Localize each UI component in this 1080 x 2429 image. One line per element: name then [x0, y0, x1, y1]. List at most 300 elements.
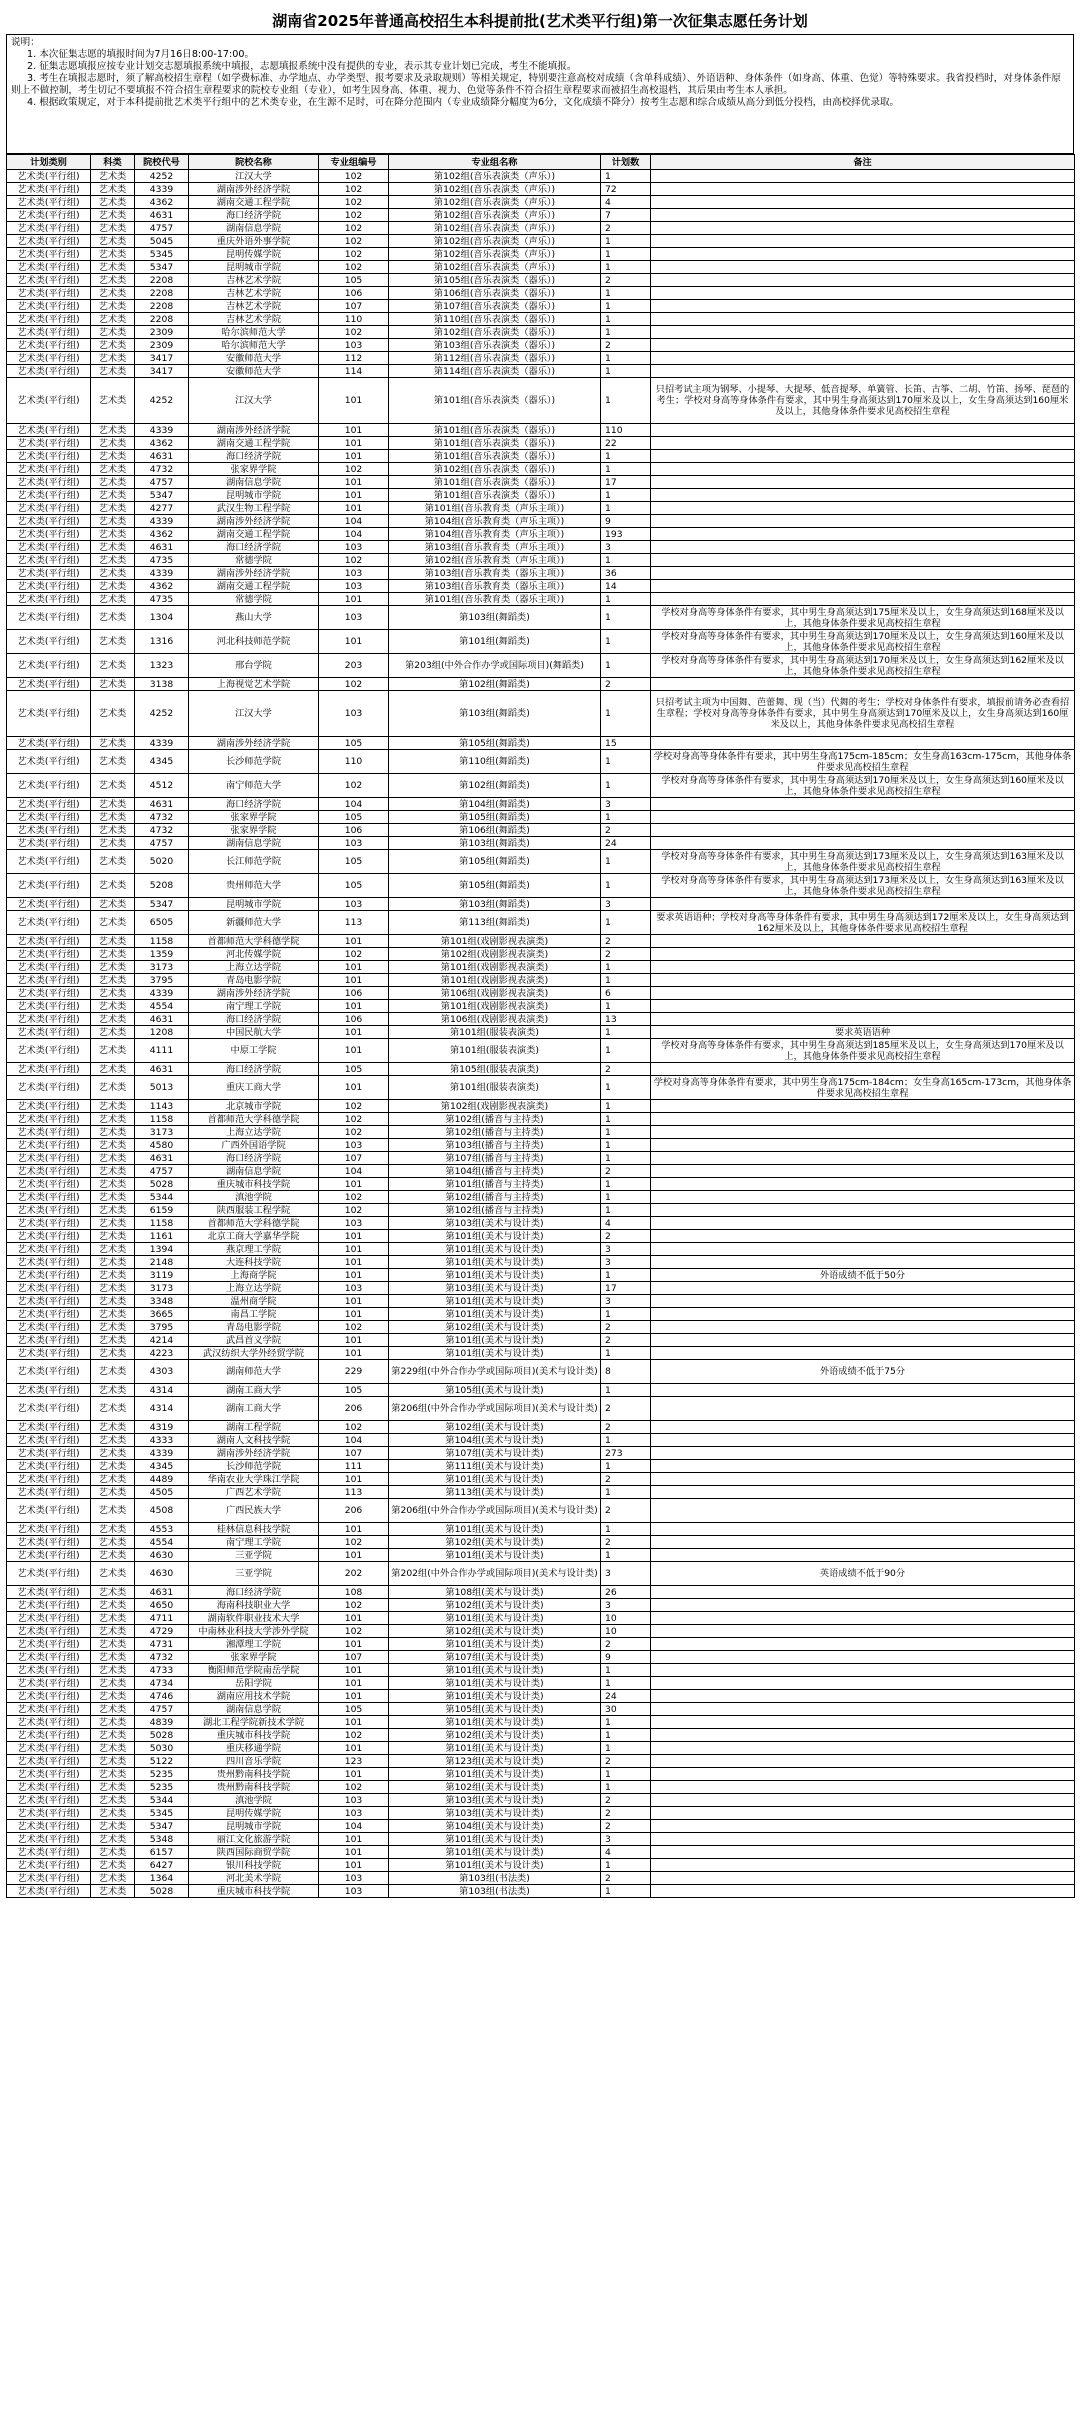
- group-name-cell: 第101组(美术与设计类): [389, 1523, 601, 1536]
- plan-type-cell: 艺术类(平行组): [7, 750, 91, 774]
- school-code-cell: 5013: [135, 1076, 189, 1100]
- remarks-cell: [651, 1703, 1075, 1716]
- table-row: [7, 1360, 1075, 1384]
- school-code-cell: 4650: [135, 1599, 189, 1612]
- plan-count-cell: 193: [601, 528, 651, 541]
- subject-cell: 艺术类: [91, 654, 135, 678]
- school-name-cell: 华南农业大学珠江学院: [189, 1473, 319, 1486]
- note-item: 1. 本次征集志愿的填报时间为7月16日8:00-17:00。: [27, 49, 255, 60]
- plan-type-cell: 艺术类(平行组): [7, 1486, 91, 1499]
- plan-count-cell: 3: [601, 541, 651, 554]
- group-name-cell: 第101组(美术与设计类): [389, 1473, 601, 1486]
- table-row: [7, 1755, 1075, 1768]
- group-name-cell: 第111组(美术与设计类): [389, 1460, 601, 1473]
- school-code-cell: 2148: [135, 1256, 189, 1269]
- school-code-cell: 4580: [135, 1139, 189, 1152]
- group-name-cell: 第101组(音乐教育类（器乐主项）): [389, 593, 601, 606]
- school-code-cell: 5028: [135, 1178, 189, 1191]
- plan-type-cell: 艺术类(平行组): [7, 1523, 91, 1536]
- school-name-cell: 邢台学院: [189, 654, 319, 678]
- group-name-cell: 第105组(美术与设计类): [389, 1384, 601, 1397]
- table-row: [7, 1586, 1075, 1599]
- table-row: [7, 1434, 1075, 1447]
- table-row: [7, 365, 1075, 378]
- plan-count-cell: 2: [601, 274, 651, 287]
- school-name-cell: 长沙师范学院: [189, 1460, 319, 1473]
- plan-count-cell: 2: [601, 1807, 651, 1820]
- plan-count-cell: 1: [601, 606, 651, 630]
- group-no-cell: 101: [319, 1334, 389, 1347]
- group-no-cell: 106: [319, 824, 389, 837]
- plan-type-cell: 艺术类(平行组): [7, 837, 91, 850]
- plan-count-cell: 10: [601, 1612, 651, 1625]
- table-row: [7, 1308, 1075, 1321]
- plan-type-cell: 艺术类(平行组): [7, 1308, 91, 1321]
- subject-cell: 艺术类: [91, 750, 135, 774]
- subject-cell: 艺术类: [91, 898, 135, 911]
- school-name-cell: 湖南信息学院: [189, 837, 319, 850]
- plan-count-cell: 24: [601, 837, 651, 850]
- subject-cell: 艺术类: [91, 678, 135, 691]
- remarks-cell: [651, 1549, 1075, 1562]
- school-code-cell: 1323: [135, 654, 189, 678]
- group-name-cell: 第105组(美术与设计类): [389, 1703, 601, 1716]
- table-row: [7, 1165, 1075, 1178]
- group-name-cell: 第102组(美术与设计类): [389, 1599, 601, 1612]
- subject-cell: 艺术类: [91, 1013, 135, 1026]
- school-code-cell: 4339: [135, 567, 189, 580]
- school-name-cell: 青岛电影学院: [189, 1321, 319, 1334]
- plan-count-cell: 1: [601, 1664, 651, 1677]
- remarks-cell: [651, 1820, 1075, 1833]
- subject-cell: 艺术类: [91, 1334, 135, 1347]
- remarks-cell: [651, 300, 1075, 313]
- table-row: [7, 248, 1075, 261]
- plan-type-cell: 艺术类(平行组): [7, 1833, 91, 1846]
- plan-type-cell: 艺术类(平行组): [7, 1256, 91, 1269]
- remarks-cell: [651, 222, 1075, 235]
- subject-cell: 艺术类: [91, 1742, 135, 1755]
- plan-count-cell: 2: [601, 1063, 651, 1076]
- table-row: [7, 541, 1075, 554]
- table-row: [7, 1703, 1075, 1716]
- school-name-cell: 湖南交通工程学院: [189, 196, 319, 209]
- school-name-cell: 张家界学院: [189, 463, 319, 476]
- school-code-cell: 5348: [135, 1833, 189, 1846]
- table-row: [7, 1243, 1075, 1256]
- school-name-cell: 武昌首义学院: [189, 1334, 319, 1347]
- remarks-cell: [651, 1152, 1075, 1165]
- school-code-cell: 4630: [135, 1549, 189, 1562]
- school-name-cell: 昆明城市学院: [189, 1820, 319, 1833]
- school-code-cell: 4731: [135, 1638, 189, 1651]
- remarks-cell: [651, 209, 1075, 222]
- subject-cell: 艺术类: [91, 774, 135, 798]
- group-name-cell: 第101组(舞蹈类): [389, 630, 601, 654]
- plan-count-cell: 14: [601, 580, 651, 593]
- subject-cell: 艺术类: [91, 691, 135, 737]
- school-code-cell: 4631: [135, 1013, 189, 1026]
- plan-type-cell: 艺术类(平行组): [7, 1165, 91, 1178]
- subject-cell: 艺术类: [91, 1282, 135, 1295]
- school-name-cell: 张家界学院: [189, 824, 319, 837]
- table-row: [7, 209, 1075, 222]
- header-cell-plan-count: 计划数: [601, 155, 651, 170]
- subject-cell: 艺术类: [91, 1846, 135, 1859]
- school-code-cell: 4214: [135, 1334, 189, 1347]
- plan-type-cell: 艺术类(平行组): [7, 898, 91, 911]
- group-name-cell: 第105组(舞蹈类): [389, 811, 601, 824]
- plan-type-cell: 艺术类(平行组): [7, 1334, 91, 1347]
- subject-cell: 艺术类: [91, 222, 135, 235]
- table-row: [7, 1486, 1075, 1499]
- table-row: [7, 515, 1075, 528]
- school-code-cell: 4757: [135, 1165, 189, 1178]
- plan-type-cell: 艺术类(平行组): [7, 1447, 91, 1460]
- remarks-cell: 外语成绩不低于50分: [651, 1269, 1075, 1282]
- subject-cell: 艺术类: [91, 450, 135, 463]
- school-code-cell: 5028: [135, 1885, 189, 1898]
- plan-count-cell: 1: [601, 1347, 651, 1360]
- remarks-cell: [651, 365, 1075, 378]
- group-no-cell: 102: [319, 248, 389, 261]
- group-no-cell: 101: [319, 1295, 389, 1308]
- subject-cell: 艺术类: [91, 326, 135, 339]
- school-name-cell: 湖南信息学院: [189, 222, 319, 235]
- school-name-cell: 吉林艺术学院: [189, 300, 319, 313]
- subject-cell: 艺术类: [91, 1384, 135, 1397]
- remarks-cell: [651, 935, 1075, 948]
- plan-type-cell: 艺术类(平行组): [7, 1703, 91, 1716]
- plan-type-cell: 艺术类(平行组): [7, 274, 91, 287]
- table-row: [7, 476, 1075, 489]
- group-name-cell: 第102组(美术与设计类): [389, 1729, 601, 1742]
- subject-cell: 艺术类: [91, 1523, 135, 1536]
- plan-type-cell: 艺术类(平行组): [7, 1846, 91, 1859]
- plan-type-cell: 艺术类(平行组): [7, 554, 91, 567]
- plan-count-cell: 2: [601, 824, 651, 837]
- plan-count-cell: 1: [601, 1126, 651, 1139]
- table-row: [7, 1523, 1075, 1536]
- group-name-cell: 第107组(音乐表演类（器乐）): [389, 300, 601, 313]
- plan-type-cell: 艺术类(平行组): [7, 737, 91, 750]
- plan-type-cell: 艺术类(平行组): [7, 1499, 91, 1523]
- school-code-cell: 4319: [135, 1421, 189, 1434]
- subject-cell: 艺术类: [91, 365, 135, 378]
- plan-count-cell: 1: [601, 1152, 651, 1165]
- group-name-cell: 第106组(音乐表演类（器乐）): [389, 287, 601, 300]
- subject-cell: 艺术类: [91, 196, 135, 209]
- group-name-cell: 第101组(音乐表演类（器乐）): [389, 378, 601, 424]
- table-row: [7, 1000, 1075, 1013]
- school-code-cell: 1161: [135, 1230, 189, 1243]
- remarks-cell: [651, 1755, 1075, 1768]
- group-no-cell: 101: [319, 1308, 389, 1321]
- group-name-cell: 第107组(美术与设计类): [389, 1651, 601, 1664]
- subject-cell: 艺术类: [91, 974, 135, 987]
- table-row: [7, 196, 1075, 209]
- plan-count-cell: 2: [601, 1872, 651, 1885]
- group-name-cell: 第101组(戏剧影视表演类): [389, 1000, 601, 1013]
- table-row: [7, 1536, 1075, 1549]
- group-name-cell: 第101组(美术与设计类): [389, 1308, 601, 1321]
- plan-type-cell: 艺术类(平行组): [7, 1384, 91, 1397]
- remarks-cell: [651, 1651, 1075, 1664]
- plan-type-cell: 艺术类(平行组): [7, 313, 91, 326]
- plan-count-cell: 1: [601, 365, 651, 378]
- plan-count-cell: 13: [601, 1013, 651, 1026]
- school-code-cell: 1158: [135, 1217, 189, 1230]
- remarks-cell: [651, 1729, 1075, 1742]
- plan-type-cell: 艺术类(平行组): [7, 352, 91, 365]
- group-no-cell: 104: [319, 1434, 389, 1447]
- plan-count-cell: 1: [601, 1076, 651, 1100]
- group-no-cell: 105: [319, 850, 389, 874]
- school-code-cell: 1304: [135, 606, 189, 630]
- plan-type-cell: 艺术类(平行组): [7, 580, 91, 593]
- plan-count-cell: 1: [601, 1434, 651, 1447]
- header-cell-school-code: 院校代号: [135, 155, 189, 170]
- remarks-cell: 学校对身高等身体条件有要求，其中男生身高须达到170厘米及以上，女生身高须达到162厘米及以上，其他身体条件要求见高校招生章程: [651, 654, 1075, 678]
- table-row: [7, 1612, 1075, 1625]
- plan-count-cell: 72: [601, 183, 651, 196]
- school-code-cell: 4111: [135, 1039, 189, 1063]
- table-row: [7, 235, 1075, 248]
- group-no-cell: 114: [319, 365, 389, 378]
- remarks-cell: [651, 170, 1075, 183]
- group-name-cell: 第101组(美术与设计类): [389, 1230, 601, 1243]
- group-name-cell: 第206组(中外合作办学或国际项目)(美术与设计类): [389, 1397, 601, 1421]
- group-no-cell: 101: [319, 1612, 389, 1625]
- group-name-cell: 第105组(舞蹈类): [389, 874, 601, 898]
- remarks-cell: [651, 1794, 1075, 1807]
- remarks-cell: 学校对身高等身体条件有要求，其中男生身高须达到173厘米及以上，女生身高须达到163厘米及以上，其他身体条件要求见高校招生章程: [651, 874, 1075, 898]
- plan-count-cell: 1: [601, 1885, 651, 1898]
- remarks-cell: [651, 1139, 1075, 1152]
- subject-cell: 艺术类: [91, 1063, 135, 1076]
- table-row: [7, 678, 1075, 691]
- group-name-cell: 第106组(戏剧影视表演类): [389, 1013, 601, 1026]
- plan-type-cell: 艺术类(平行组): [7, 1178, 91, 1191]
- school-name-cell: 重庆城市科技学院: [189, 1729, 319, 1742]
- school-name-cell: 燕山大学: [189, 606, 319, 630]
- school-name-cell: 海南科技职业大学: [189, 1599, 319, 1612]
- plan-count-cell: 1: [601, 593, 651, 606]
- plan-type-cell: 艺术类(平行组): [7, 850, 91, 874]
- group-no-cell: 103: [319, 606, 389, 630]
- remarks-cell: [651, 261, 1075, 274]
- plan-type-cell: 艺术类(平行组): [7, 1794, 91, 1807]
- school-name-cell: 湖南信息学院: [189, 1165, 319, 1178]
- plan-count-cell: 22: [601, 437, 651, 450]
- plan-type-cell: 艺术类(平行组): [7, 1397, 91, 1421]
- school-code-cell: 2208: [135, 274, 189, 287]
- group-name-cell: 第101组(美术与设计类): [389, 1768, 601, 1781]
- plan-count-cell: 1: [601, 811, 651, 824]
- group-no-cell: 101: [319, 1859, 389, 1872]
- school-name-cell: 湖南人文科技学院: [189, 1434, 319, 1447]
- remarks-cell: 学校对身高等身体条件有要求，其中男生身高须达到173厘米及以上，女生身高须达到163厘米及以上，其他身体条件要求见高校招生章程: [651, 850, 1075, 874]
- table-row: [7, 1039, 1075, 1063]
- remarks-cell: [651, 1612, 1075, 1625]
- plan-count-cell: 2: [601, 1421, 651, 1434]
- subject-cell: 艺术类: [91, 1664, 135, 1677]
- subject-cell: 艺术类: [91, 300, 135, 313]
- subject-cell: 艺术类: [91, 1612, 135, 1625]
- subject-cell: 艺术类: [91, 1360, 135, 1384]
- remarks-cell: [651, 528, 1075, 541]
- plan-count-cell: 1: [601, 235, 651, 248]
- school-name-cell: 湖南信息学院: [189, 476, 319, 489]
- plan-count-cell: 3: [601, 798, 651, 811]
- subject-cell: 艺术类: [91, 515, 135, 528]
- school-name-cell: 贵州师范大学: [189, 874, 319, 898]
- school-code-cell: 4362: [135, 580, 189, 593]
- plan-type-cell: 艺术类(平行组): [7, 1638, 91, 1651]
- school-name-cell: 安徽师范大学: [189, 352, 319, 365]
- subject-cell: 艺术类: [91, 1165, 135, 1178]
- group-no-cell: 104: [319, 1820, 389, 1833]
- remarks-cell: [651, 1716, 1075, 1729]
- subject-cell: 艺术类: [91, 463, 135, 476]
- subject-cell: 艺术类: [91, 502, 135, 515]
- subject-cell: 艺术类: [91, 313, 135, 326]
- table-row: [7, 654, 1075, 678]
- plan-count-cell: 2: [601, 1820, 651, 1833]
- plan-count-cell: 36: [601, 567, 651, 580]
- group-no-cell: 103: [319, 1282, 389, 1295]
- plan-count-cell: 8: [601, 1360, 651, 1384]
- school-code-cell: 5344: [135, 1191, 189, 1204]
- header-cell-group-no: 专业组编号: [319, 155, 389, 170]
- plan-type-cell: 艺术类(平行组): [7, 1076, 91, 1100]
- school-code-cell: 5347: [135, 489, 189, 502]
- remarks-cell: [651, 1397, 1075, 1421]
- group-no-cell: 103: [319, 541, 389, 554]
- plan-count-cell: 1: [601, 1716, 651, 1729]
- subject-cell: 艺术类: [91, 1308, 135, 1321]
- group-name-cell: 第102组(音乐表演类（声乐）): [389, 209, 601, 222]
- plan-type-cell: 艺术类(平行组): [7, 911, 91, 935]
- school-code-cell: 4711: [135, 1612, 189, 1625]
- table-row: [7, 948, 1075, 961]
- group-no-cell: 101: [319, 476, 389, 489]
- subject-cell: 艺术类: [91, 287, 135, 300]
- plan-type-cell: 艺术类(平行组): [7, 528, 91, 541]
- subject-cell: 艺术类: [91, 1599, 135, 1612]
- plan-type-cell: 艺术类(平行组): [7, 593, 91, 606]
- group-name-cell: 第101组(美术与设计类): [389, 1638, 601, 1651]
- plan-type-cell: 艺术类(平行组): [7, 1460, 91, 1473]
- school-code-cell: 1143: [135, 1100, 189, 1113]
- school-name-cell: 海口经济学院: [189, 1063, 319, 1076]
- plan-count-cell: 1: [601, 554, 651, 567]
- plan-count-cell: 15: [601, 737, 651, 750]
- school-name-cell: 重庆工商大学: [189, 1076, 319, 1100]
- plan-type-cell: 艺术类(平行组): [7, 170, 91, 183]
- plan-count-cell: 1: [601, 974, 651, 987]
- school-name-cell: 湖南涉外经济学院: [189, 737, 319, 750]
- remarks-cell: 学校对身高等身体条件有要求，其中男生身高须达到175厘米及以上，女生身高须达到168厘米及以上，其他身体条件要求见高校招生章程: [651, 606, 1075, 630]
- plan-count-cell: 2: [601, 1334, 651, 1347]
- subject-cell: 艺术类: [91, 235, 135, 248]
- plan-type-cell: 艺术类(平行组): [7, 1536, 91, 1549]
- group-no-cell: 104: [319, 515, 389, 528]
- plan-count-cell: 1: [601, 1486, 651, 1499]
- plan-type-cell: 艺术类(平行组): [7, 654, 91, 678]
- plan-type-cell: 艺术类(平行组): [7, 1434, 91, 1447]
- plan-type-cell: 艺术类(平行组): [7, 365, 91, 378]
- subject-cell: 艺术类: [91, 911, 135, 935]
- subject-cell: 艺术类: [91, 1460, 135, 1473]
- subject-cell: 艺术类: [91, 1499, 135, 1523]
- subject-cell: 艺术类: [91, 837, 135, 850]
- remarks-cell: [651, 489, 1075, 502]
- remarks-cell: [651, 1308, 1075, 1321]
- subject-cell: 艺术类: [91, 339, 135, 352]
- notes-heading: 说明：: [11, 37, 40, 48]
- subject-cell: 艺术类: [91, 1113, 135, 1126]
- group-no-cell: 104: [319, 798, 389, 811]
- table-row: [7, 222, 1075, 235]
- remarks-cell: 学校对身高等身体条件有要求，其中男生身高须达到170厘米及以上，女生身高须达到160厘米及以上，其他身体条件要求见高校招生章程: [651, 774, 1075, 798]
- group-no-cell: 102: [319, 209, 389, 222]
- remarks-cell: [651, 593, 1075, 606]
- group-no-cell: 101: [319, 437, 389, 450]
- school-code-cell: 4508: [135, 1499, 189, 1523]
- plan-type-cell: 艺术类(平行组): [7, 606, 91, 630]
- school-name-cell: 湖南涉外经济学院: [189, 987, 319, 1000]
- group-no-cell: 102: [319, 183, 389, 196]
- remarks-cell: [651, 1230, 1075, 1243]
- school-name-cell: 首都师范大学科德学院: [189, 1217, 319, 1230]
- group-name-cell: 第102组(舞蹈类): [389, 678, 601, 691]
- plan-type-cell: 艺术类(平行组): [7, 1026, 91, 1039]
- plan-count-cell: 1: [601, 1100, 651, 1113]
- school-name-cell: 海口经济学院: [189, 541, 319, 554]
- school-code-cell: 2309: [135, 339, 189, 352]
- table-row: [7, 1139, 1075, 1152]
- plan-count-cell: 1: [601, 1859, 651, 1872]
- school-code-cell: 4631: [135, 1586, 189, 1599]
- group-no-cell: 107: [319, 1152, 389, 1165]
- subject-cell: 艺术类: [91, 798, 135, 811]
- group-name-cell: 第206组(中外合作办学或国际项目)(美术与设计类): [389, 1499, 601, 1523]
- group-name-cell: 第101组(美术与设计类): [389, 1256, 601, 1269]
- plan-type-cell: 艺术类(平行组): [7, 1729, 91, 1742]
- group-no-cell: 110: [319, 750, 389, 774]
- subject-cell: 艺术类: [91, 1473, 135, 1486]
- table-row: [7, 1421, 1075, 1434]
- plan-type-cell: 艺术类(平行组): [7, 1885, 91, 1898]
- plan-type-cell: 艺术类(平行组): [7, 1191, 91, 1204]
- group-name-cell: 第101组(美术与设计类): [389, 1295, 601, 1308]
- group-no-cell: 105: [319, 274, 389, 287]
- school-code-cell: 5028: [135, 1729, 189, 1742]
- table-row: [7, 1599, 1075, 1612]
- plan-count-cell: 3: [601, 1562, 651, 1586]
- school-name-cell: 湖南工商大学: [189, 1397, 319, 1421]
- table-row: [7, 1473, 1075, 1486]
- plan-type-cell: 艺术类(平行组): [7, 798, 91, 811]
- school-name-cell: 桂林信息科技学院: [189, 1523, 319, 1536]
- plan-type-cell: 艺术类(平行组): [7, 1000, 91, 1013]
- subject-cell: 艺术类: [91, 1794, 135, 1807]
- group-name-cell: 第102组(美术与设计类): [389, 1536, 601, 1549]
- subject-cell: 艺术类: [91, 580, 135, 593]
- group-no-cell: 102: [319, 1126, 389, 1139]
- plan-type-cell: 艺术类(平行组): [7, 235, 91, 248]
